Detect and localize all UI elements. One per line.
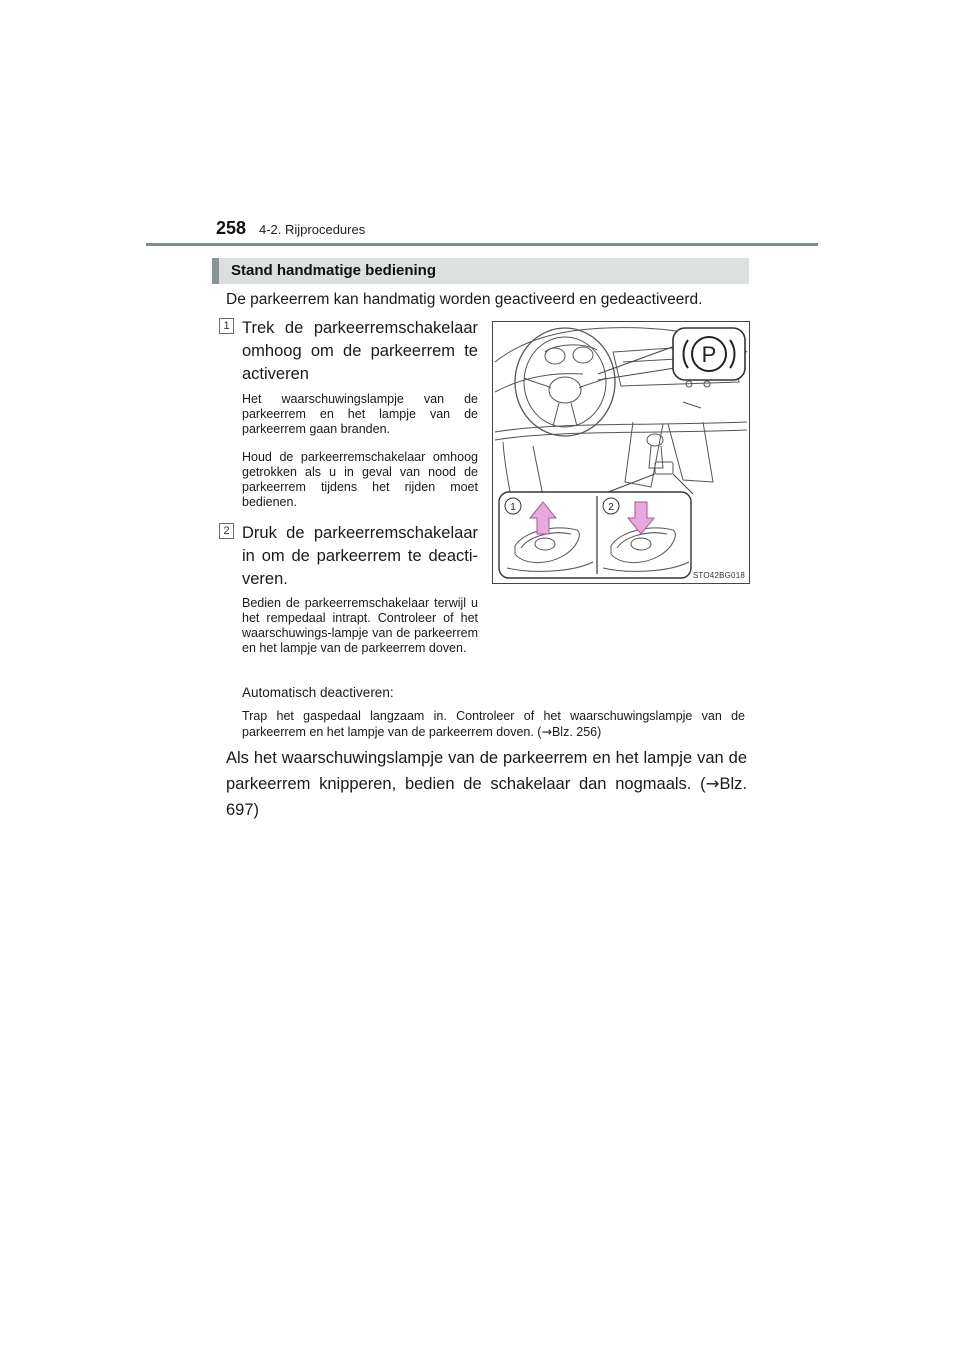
closing-text-body: Als het waarschuwingslampje van de parkeerrem en het lampje van de parkeerrem knipperen, bedien de schakelaar dan nogmaals. ( [226, 749, 747, 793]
intro-paragraph: De parkeerrem kan handmatig worden geactiveerd en gedeactiveerd. [226, 291, 703, 308]
svg-text:2: 2 [608, 502, 614, 513]
arrow-ref-icon: → [705, 774, 720, 793]
closing-page-ref: Blz. 697) [226, 775, 747, 819]
subsection-title: Stand handmatige bediening [231, 262, 437, 279]
section-header: 4-2. Rijprocedures [259, 222, 366, 237]
step-1-note-2: Houd de parkeerremschakelaar omhoog getrokken als u in geval van nood de parkeerrem tijdens het rijden moet bedienen. [242, 450, 478, 509]
svg-text:1: 1 [510, 502, 516, 513]
header-rule [146, 243, 818, 246]
auto-text-body: Trap het gaspedaal langzaam in. Controleer of het waarschuwingslampje van de parkeerrem en het lampje van de parkeerrem doven. ( [242, 709, 745, 739]
callout-1 [505, 498, 521, 514]
step-2-note-1: Bedien de parkeerremschakelaar terwijl u het rempedaal intrapt. Controleer of het waarschuwings-lampje van de parkeerrem en het lampje van de parkeerrem doven. [242, 596, 478, 655]
callout-2 [603, 498, 619, 514]
parking-indicator-symbol: P [701, 342, 717, 367]
auto-deactivate-label: Automatisch deactiveren: [242, 685, 394, 700]
closing-paragraph [226, 745, 747, 823]
step-1-note-1: Het waarschuwingslampje van de parkeerrem en het lampje van de parkeerrem gaan branden. [242, 392, 478, 436]
step-2-heading: Druk de parkeerremschakelaar in om de parkeerrem te deacti-veren. [242, 524, 478, 588]
cockpit-drawing [493, 322, 749, 583]
parking-indicator-icon [598, 328, 745, 380]
subsection-bar [212, 258, 749, 284]
arrow-ref-icon: → [541, 724, 552, 739]
page-number: 258 [216, 218, 247, 238]
auto-text-page-ref: Blz. 256) [551, 725, 602, 739]
auto-deactivate-text [242, 708, 745, 740]
step-1-marker: 1 [219, 318, 234, 334]
step-1-heading: Trek de parkeerremschakelaar omhoog om de parkeerrem te activeren [242, 319, 478, 383]
figure-code: STO42BG018 [692, 571, 745, 580]
parking-brake-illustration [492, 321, 750, 584]
step-2-marker: 2 [219, 523, 234, 539]
